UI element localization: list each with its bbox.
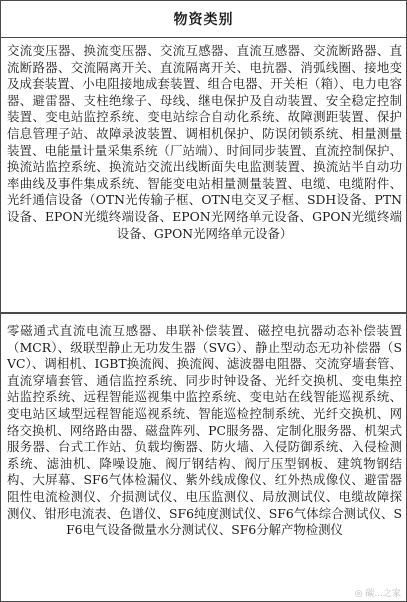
category-cell-row-2: 零磁通式直流电流互感器、串联补偿装置、磁控电抗器动态补偿装置（MCR）、级联型静止无功发生器（SVG）、静止型动态无功补偿器（SVC）、调相机、IGBT换流阀、换流阀、滤波器电阻器、交流穿墙套管、直流穿墙套管、通信监控系统、同步时钟设备、光纤交换机、变电集控站监控系统、远程智能巡视集中监控系统、变电站在线智能巡视系统、变电站区域型远程智能巡视系统、智能巡检控制系统、光纤交换机、网络交换机、网络路由器、磁盘阵列、PC服务器、定制化服务器、机架式服务器、台式工作站、负载均衡器、防火墙、入侵防御系统、入侵检测系统、滤油机、降噪设施、阀厅钢结构、阀厅压型钢板、建筑物钢结构、大屏幕、SF6气体检漏仪、紫外线成像仪、红外热成像仪、避雷器阻性电流检测仪、介损测试仪、电压监测仪、局放测试仪、电缆故障探测仪、钳形电流表、色谱仪、SF6纯度测试仪、SF6气体综合测试仪、SF6电气设备微量水分测试仪、SF6分解产物检测仪 (7, 323, 402, 538)
category-cell-row-1: 交流变压器、换流变压器、交流互感器、直流互感器、交流断路器、直流断路器、交流隔离开关、直流隔离开关、电抗器、消弧线圈、接地变及成套装置、小电阻接地成套装置、组合电器、开关柜（箱）、电力电容器、避雷器、支柱绝缘子、母线、继电保护及自动装置、安全稳定控制装置、变电站监控系统、变电站综合自动化系统、故障测距装置、保护信息管理子站、故障录波装置、调相机保护、防误闭锁系统、相量测量装置、电能量计量采集系统（厂站端）、时间同步装置、直流控制保护、换流站监控系统、换流站交流出线断面失电监测装置、换流站半自动功率曲线及事件集成系统、智能变电站相量测量装置、电缆、电缆附件、光纤通信设备（OTN光传输子框、OTN电交叉子框、SDH设备、PTN设备、EPON光缆终端设备、EPON光网络单元设备、GPON光缆终端设备、GPON光网络单元设备） (1, 38, 406, 314)
watermark: ◎ 碳...之家 (354, 589, 401, 599)
table-header: 物资类别 (1, 1, 406, 38)
